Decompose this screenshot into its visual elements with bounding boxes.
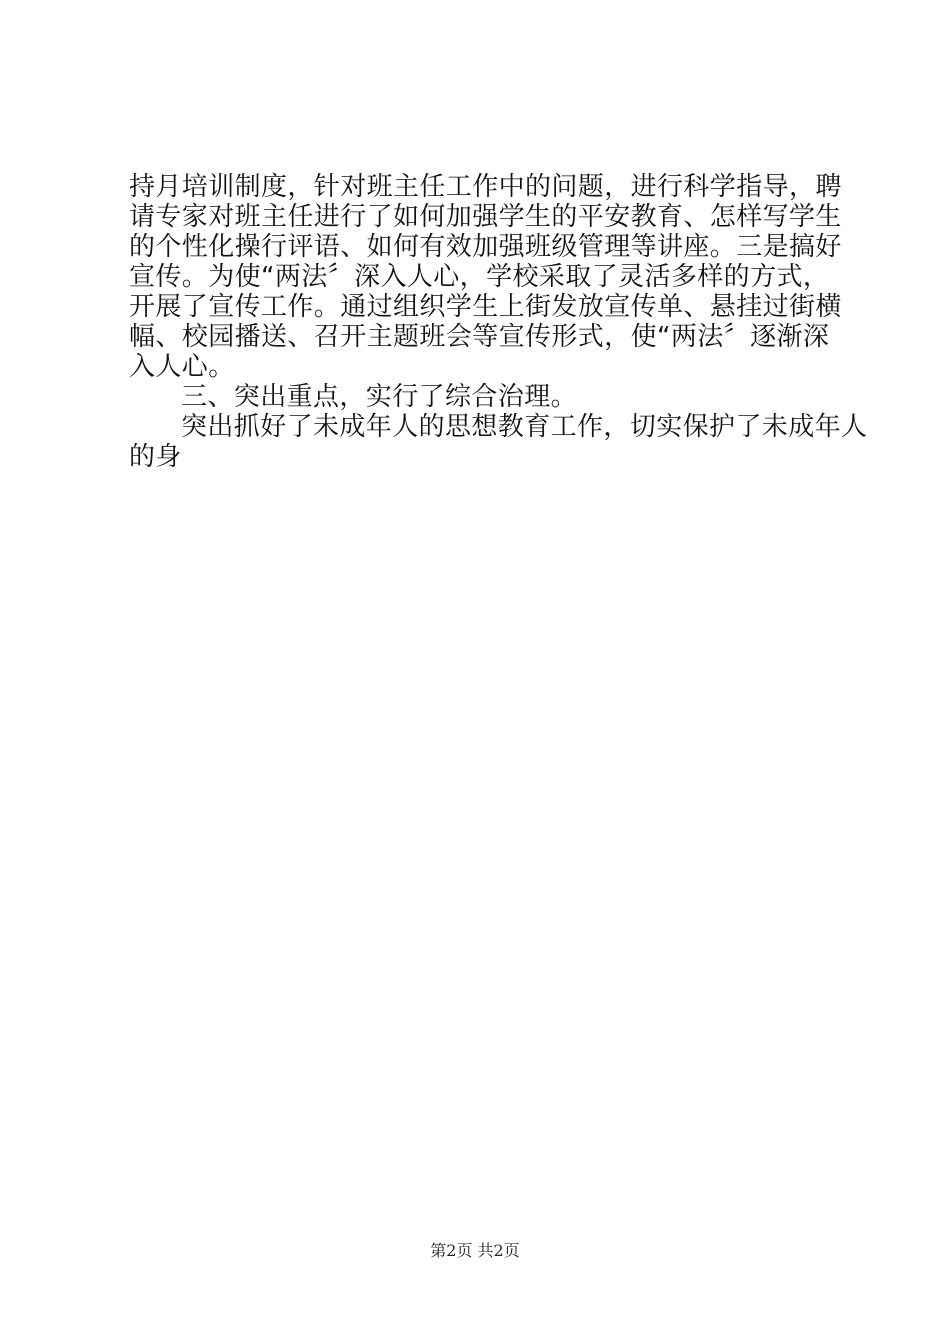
paragraph-line: 的身 bbox=[129, 442, 182, 472]
page-footer bbox=[0, 1240, 950, 1262]
paragraph-line: 请专家对班主任进行了如何加强学生的平安教育、怎样写学生 bbox=[129, 202, 842, 232]
paragraph-line: 幅、校园播送、召开主题班会等宣传形式，使“两法〞逐渐深 bbox=[129, 322, 830, 352]
paragraph-line: 持月培训制度，针对班主任工作中的问题，进行科学指导，聘 bbox=[129, 172, 842, 202]
paragraph-line: 突出抓好了未成年人的思想教育工作，切实保护了未成年人 bbox=[181, 412, 868, 442]
document-body bbox=[129, 172, 868, 472]
paragraph-line: 宣传。为使“两法〞深入人心，学校采取了灵活多样的方式， bbox=[129, 262, 830, 292]
paragraph-line: 开展了宣传工作。通过组织学生上街发放宣传单、悬挂过街横 bbox=[129, 292, 842, 322]
paragraph-line: 的个性化操行评语、如何有效加强班级管理等讲座。三是搞好 bbox=[129, 232, 842, 262]
paragraph-line: 入人心。 bbox=[129, 352, 235, 382]
page-number: 第2页 共2页 bbox=[430, 1241, 520, 1260]
section-heading: 三、突出重点，实行了综合治理。 bbox=[181, 382, 578, 412]
